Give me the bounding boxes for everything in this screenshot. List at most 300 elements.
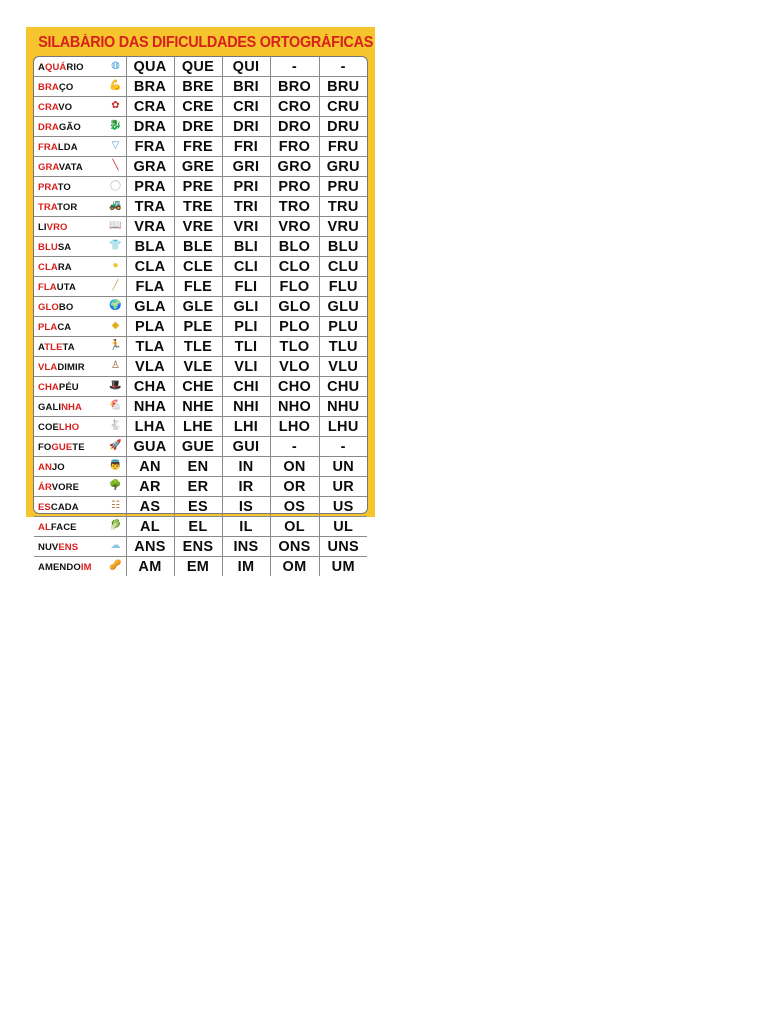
word-part-after: VATA: [58, 162, 83, 173]
word-part-before: COE: [38, 422, 59, 433]
syllable-cell: [319, 317, 367, 337]
syllable-cell: [174, 557, 222, 577]
clouds-icon: ☁: [110, 540, 121, 551]
aquarium-icon: ◍: [111, 60, 120, 71]
syllable: OS: [283, 498, 306, 515]
syllable-cell: [126, 77, 174, 97]
syllable: DRU: [327, 118, 360, 135]
syllable: ENS: [182, 538, 214, 555]
syllable: CHE: [182, 378, 214, 395]
syllable: AL: [140, 518, 160, 535]
syllable: ER: [187, 478, 209, 495]
table-row: [34, 497, 367, 517]
table-row: [34, 397, 367, 417]
syllable-cell: [270, 517, 319, 537]
syllable: PRI: [233, 178, 259, 195]
syllable-cell: [174, 457, 222, 477]
word-part-highlight: ES: [38, 502, 51, 513]
syllable: FLA: [135, 278, 165, 295]
syllable: TLA: [135, 338, 165, 355]
syllable-cell: [222, 297, 270, 317]
syllable-cell: [319, 497, 367, 517]
angel-icon: 👼: [109, 460, 122, 471]
syllable: OL: [284, 518, 305, 535]
syllable: PLU: [328, 318, 359, 335]
syllable: GUE: [181, 438, 215, 455]
syllable: GRA: [133, 158, 167, 175]
word-part-highlight: ÁR: [38, 482, 52, 493]
syllable: FRO: [278, 138, 311, 155]
syllable-cell: [222, 57, 270, 77]
syllable: GLI: [233, 298, 259, 315]
syllable-cell: [222, 97, 270, 117]
syllable: CRE: [182, 98, 214, 115]
syllable-cell: [270, 77, 319, 97]
syllable: FLE: [183, 278, 213, 295]
syllable-cell: [174, 217, 222, 237]
runner-icon: 🏃: [109, 340, 122, 351]
syllable: LHO: [278, 418, 311, 435]
syllable-cell: [270, 417, 319, 437]
example-word: [38, 179, 71, 196]
table-row: [34, 317, 367, 337]
syllable: PLO: [279, 318, 310, 335]
table-row: [34, 237, 367, 257]
syllable-cell: [222, 237, 270, 257]
word-part-after: TOR: [57, 202, 78, 213]
word-part-highlight: TRA: [38, 202, 58, 213]
word-part-highlight: GLO: [38, 302, 59, 313]
syllable: -: [340, 58, 346, 75]
syllable-cell: [222, 377, 270, 397]
syllable: TLU: [328, 338, 358, 355]
syllable-cell: [319, 377, 367, 397]
syllable-cell: [126, 197, 174, 217]
syllable-cell: [270, 57, 319, 77]
syllable-cell: [319, 477, 367, 497]
syllable: UM: [331, 558, 355, 575]
syllable: AM: [138, 558, 162, 575]
example-word: [38, 379, 79, 396]
syllable-cell: [174, 517, 222, 537]
syllable-cell: [222, 517, 270, 537]
word-part-after: PÉU: [58, 382, 79, 393]
syllable: FLI: [234, 278, 258, 295]
word-cell: [34, 77, 126, 97]
syllable-cell: [319, 397, 367, 417]
syllable: PRE: [182, 178, 214, 195]
syllable-cell: [174, 197, 222, 217]
syllable-cell: [270, 337, 319, 357]
syllable-cell: [319, 437, 367, 457]
syllable: BLA: [134, 238, 166, 255]
syllable-cell: [126, 217, 174, 237]
syllable-cell: [126, 417, 174, 437]
syllable: PRO: [278, 178, 311, 195]
syllable: CHO: [277, 378, 312, 395]
syllable: DRE: [182, 118, 214, 135]
syllable: ON: [283, 458, 306, 475]
syllable-cell: [319, 197, 367, 217]
syllable: CHA: [133, 378, 167, 395]
syllable: CRI: [233, 98, 259, 115]
syllable-cell: [222, 117, 270, 137]
syllable-cell: [222, 557, 270, 577]
table-row: [34, 117, 367, 137]
syllable: PRA: [134, 178, 166, 195]
syllable: VRU: [327, 218, 359, 235]
book-icon: 📖: [109, 220, 122, 231]
syllable-table: [34, 57, 367, 576]
lettuce-icon: 🥬: [109, 520, 122, 531]
syllable-cell: [174, 337, 222, 357]
syllable-cell: [222, 257, 270, 277]
syllable: TRA: [134, 198, 166, 215]
syllable: -: [291, 58, 298, 75]
example-word: [38, 79, 73, 96]
word-cell: [34, 557, 126, 577]
word-part-highlight: TLE: [44, 342, 63, 353]
table-row: [34, 477, 367, 497]
word-part-before: A: [38, 342, 45, 353]
syllable-cell: [126, 137, 174, 157]
example-word: [38, 99, 72, 116]
plate-icon: ◯: [109, 180, 122, 191]
table-row: [34, 177, 367, 197]
word-part-after: RIO: [66, 62, 84, 73]
syllable: IN: [238, 458, 254, 475]
syllable: BLI: [233, 238, 259, 255]
example-word: [38, 239, 71, 256]
syllable: CRA: [133, 98, 167, 115]
shirt-icon: 👕: [109, 240, 122, 251]
word-part-after: TA: [62, 342, 75, 353]
syllable: PLA: [135, 318, 165, 335]
syllable-cell: [174, 477, 222, 497]
road-sign-icon: ◆: [111, 320, 120, 331]
syllable: CLE: [183, 258, 213, 275]
syllable-cell: [174, 157, 222, 177]
syllable-cell: [174, 377, 222, 397]
table-row: [34, 137, 367, 157]
syllable-cell: [174, 77, 222, 97]
syllable: GRO: [277, 158, 312, 175]
syllable: UR: [332, 478, 355, 495]
syllable-cell: [319, 457, 367, 477]
syllable-cell: [174, 537, 222, 557]
word-cell: [34, 137, 126, 157]
diaper-icon: ▽: [111, 140, 120, 151]
syllable: CRO: [277, 98, 312, 115]
word-part-highlight: PLA: [38, 322, 58, 333]
example-word: [38, 459, 65, 476]
tree-icon: 🌳: [109, 480, 122, 491]
syllable-cell: [222, 197, 270, 217]
syllable-cell: [270, 317, 319, 337]
globe-icon: 🌍: [109, 300, 122, 311]
word-part-after: RA: [57, 262, 72, 273]
syllable: LHA: [134, 418, 166, 435]
table-row: [34, 537, 367, 557]
syllable-sheet: [33, 56, 368, 575]
syllable-cell: [174, 117, 222, 137]
word-part-after: VO: [58, 102, 73, 113]
syllable: TLO: [279, 338, 310, 355]
syllable: BRO: [277, 78, 312, 95]
syllable: TRO: [278, 198, 311, 215]
word-part-before: GALI: [38, 402, 62, 413]
syllable-cell: [270, 137, 319, 157]
syllable-cell: [174, 177, 222, 197]
syllable-cell: [126, 277, 174, 297]
syllable-cell: [319, 337, 367, 357]
example-word: [38, 299, 73, 316]
syllable: OM: [282, 558, 307, 575]
syllable: BRA: [133, 78, 167, 95]
word-cell: [34, 277, 126, 297]
word-cell: [34, 257, 126, 277]
syllable: ES: [188, 498, 208, 515]
word-cell: [34, 497, 126, 517]
syllable-cell: [126, 457, 174, 477]
syllable: PRU: [327, 178, 359, 195]
syllable-cell: [222, 77, 270, 97]
syllable-cell: [319, 137, 367, 157]
syllable: UN: [332, 458, 355, 475]
syllable-cell: [222, 417, 270, 437]
word-cell: [34, 417, 126, 437]
table-row: [34, 77, 367, 97]
syllable: US: [332, 498, 354, 515]
syllable-cell: [270, 477, 319, 497]
table-row: [34, 437, 367, 457]
syllable: -: [291, 438, 298, 455]
word-part-highlight: GUE: [51, 442, 73, 453]
word-part-highlight: CHA: [38, 382, 59, 393]
syllable: TRE: [183, 198, 213, 215]
syllable-cell: [174, 497, 222, 517]
syllable-cell: [319, 277, 367, 297]
word-cell: [34, 177, 126, 197]
syllable: UNS: [327, 538, 359, 555]
syllable: AS: [139, 498, 161, 515]
syllable-cell: [270, 537, 319, 557]
syllable-cell: [319, 57, 367, 77]
table-row: [34, 517, 367, 537]
syllable: BRU: [327, 78, 360, 95]
syllable-cell: [319, 557, 367, 577]
flute-icon: ╱: [112, 280, 119, 291]
syllable: VRA: [134, 218, 166, 235]
word-cell: [34, 397, 126, 417]
syllable: FRE: [183, 138, 213, 155]
syllable-cell: [126, 477, 174, 497]
syllable-cell: [126, 537, 174, 557]
syllable-cell: [270, 397, 319, 417]
syllable: CLI: [233, 258, 259, 275]
word-cell: [34, 297, 126, 317]
syllable: BLU: [327, 238, 359, 255]
egg-icon: ●: [112, 260, 119, 271]
word-part-after: CADA: [50, 502, 79, 513]
word-part-after: TE: [72, 442, 85, 453]
syllable: VLE: [183, 358, 213, 375]
word-cell: [34, 477, 126, 497]
word-cell: [34, 117, 126, 137]
word-part-after: LDA: [57, 142, 78, 153]
example-word: [38, 399, 82, 416]
syllable-cell: [319, 117, 367, 137]
example-word: [38, 159, 83, 176]
syllable-cell: [319, 537, 367, 557]
example-word: [38, 519, 77, 536]
syllable-cell: [319, 177, 367, 197]
syllable-cell: [174, 357, 222, 377]
syllable: GLO: [278, 298, 311, 315]
syllable: FRI: [233, 138, 259, 155]
word-part-highlight: VLA: [38, 362, 58, 373]
syllable: UL: [333, 518, 354, 535]
syllable: CLU: [327, 258, 359, 275]
syllable: IR: [238, 478, 254, 495]
syllable-cell: [222, 337, 270, 357]
syllable-cell: [222, 437, 270, 457]
syllable-cell: [270, 357, 319, 377]
syllable: BRI: [233, 78, 259, 95]
syllable-cell: [222, 537, 270, 557]
syllable-cell: [174, 417, 222, 437]
table-row: [34, 197, 367, 217]
syllable: BLE: [183, 238, 213, 255]
table-row: [34, 557, 367, 577]
syllable: VRE: [182, 218, 214, 235]
word-part-highlight: ENS: [58, 542, 79, 553]
syllable: NHU: [327, 398, 360, 415]
necktie-icon: ╲: [112, 160, 119, 171]
syllable-cell: [126, 497, 174, 517]
syllable: GLA: [134, 298, 166, 315]
syllable: OR: [283, 478, 306, 495]
word-cell: [34, 237, 126, 257]
example-word: [38, 559, 92, 576]
word-cell: [34, 357, 126, 377]
syllable-cell: [222, 497, 270, 517]
syllable: INS: [233, 538, 259, 555]
word-part-highlight: GRA: [38, 162, 59, 173]
syllable-cell: [174, 97, 222, 117]
syllable-cell: [126, 397, 174, 417]
syllable-cell: [126, 317, 174, 337]
syllable-cell: [126, 337, 174, 357]
word-part-before: FO: [38, 442, 52, 453]
word-cell: [34, 317, 126, 337]
word-cell: [34, 157, 126, 177]
example-word: [38, 279, 76, 296]
syllable: GLU: [327, 298, 359, 315]
word-cell: [34, 437, 126, 457]
syllable-cell: [222, 137, 270, 157]
word-part-before: AMENDO: [38, 562, 81, 573]
syllable: QUE: [181, 58, 215, 75]
word-cell: [34, 217, 126, 237]
syllable-cell: [319, 257, 367, 277]
syllable: VLI: [234, 358, 258, 375]
hat-icon: 🎩: [109, 380, 122, 391]
syllable: VRI: [233, 218, 259, 235]
syllable: IL: [239, 518, 253, 535]
syllable-cell: [174, 317, 222, 337]
syllable: GUA: [133, 438, 167, 455]
syllable: GRU: [326, 158, 360, 175]
syllable-cell: [126, 157, 174, 177]
syllable: DRI: [233, 118, 259, 135]
word-cell: [34, 377, 126, 397]
syllable-cell: [270, 237, 319, 257]
example-word: [38, 319, 71, 336]
example-word: [38, 539, 78, 556]
syllable-cell: [174, 397, 222, 417]
example-word: [38, 499, 79, 516]
table-row: [34, 277, 367, 297]
syllable: IM: [237, 558, 255, 575]
syllable-cell: [270, 177, 319, 197]
syllable: TLE: [183, 338, 213, 355]
syllable-cell: [319, 157, 367, 177]
table-row: [34, 337, 367, 357]
word-cell: [34, 457, 126, 477]
word-part-after: VORE: [51, 482, 80, 493]
syllable-cell: [270, 557, 319, 577]
syllable-cell: [319, 297, 367, 317]
syllable-cell: [126, 117, 174, 137]
syllable-cell: [126, 257, 174, 277]
word-part-after: UTA: [56, 282, 76, 293]
syllable-cell: [270, 217, 319, 237]
example-word: [38, 119, 81, 136]
syllable-cell: [222, 317, 270, 337]
syllable: EN: [187, 458, 209, 475]
syllable: CLO: [278, 258, 311, 275]
peanut-icon: 🥜: [109, 560, 122, 571]
syllable-cell: [270, 117, 319, 137]
syllable: EL: [188, 518, 208, 535]
word-part-after: ÇO: [58, 82, 74, 93]
syllable-cell: [222, 177, 270, 197]
syllable-cell: [319, 77, 367, 97]
syllable: AR: [139, 478, 161, 495]
syllable-cell: [174, 437, 222, 457]
syllable-cell: [174, 257, 222, 277]
syllable: ONS: [278, 538, 311, 555]
syllable: NHE: [182, 398, 214, 415]
example-word: [38, 359, 85, 376]
syllable-cell: [126, 297, 174, 317]
example-word: [38, 339, 75, 356]
syllable-cell: [174, 297, 222, 317]
syllable-cell: [126, 357, 174, 377]
word-part-after: JO: [51, 462, 65, 473]
table-row: [34, 97, 367, 117]
word-part-highlight: AL: [38, 522, 51, 533]
syllable: GLE: [182, 298, 214, 315]
syllable: QUA: [133, 58, 167, 75]
ladder-icon: ☷: [111, 500, 120, 511]
table-row: [34, 57, 367, 77]
word-part-highlight: QUÁ: [44, 62, 67, 73]
syllable-cell: [270, 297, 319, 317]
syllable-cell: [126, 437, 174, 457]
word-part-after: SA: [57, 242, 72, 253]
